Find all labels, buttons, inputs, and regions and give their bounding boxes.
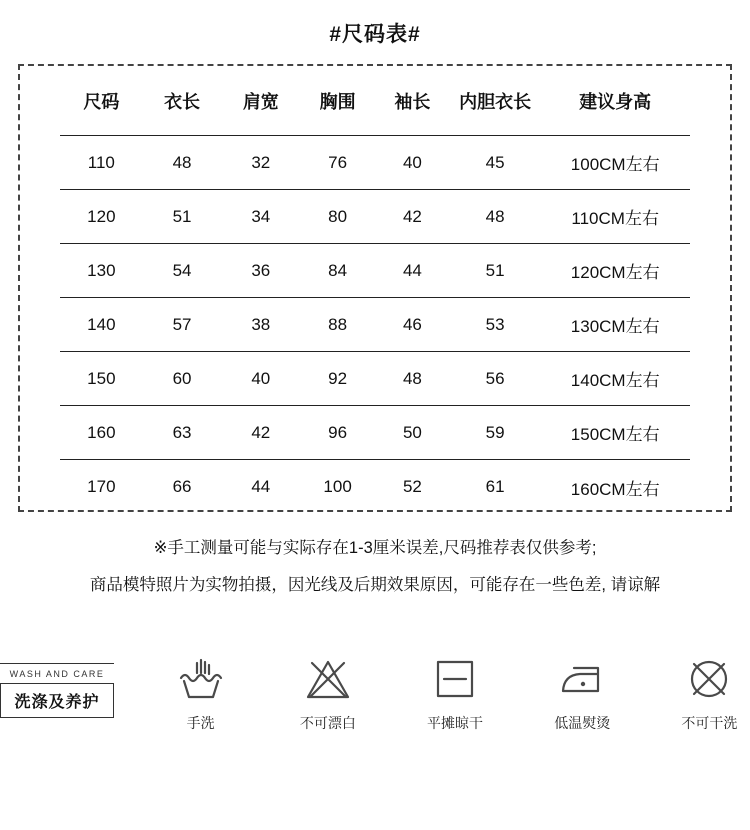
page-title: #尺码表# [329, 23, 421, 46]
hand-wash-icon [160, 655, 241, 703]
table-cell: 57 [172, 314, 192, 334]
table-row [60, 190, 690, 244]
care-instructions [0, 655, 750, 733]
table-cell: 100CM左右 [570, 155, 660, 174]
table-cell: 92 [328, 368, 348, 388]
table-row [60, 460, 690, 514]
wash-and-care-zh: 洗涤及养护 [0, 683, 114, 718]
table-cell: 110CM左右 [571, 209, 659, 228]
no-bleach-icon [287, 655, 368, 703]
flat-dry-icon [414, 655, 495, 703]
care-item-label: 低温熨烫 [554, 715, 611, 731]
column-header: 肩宽 [242, 91, 279, 112]
table-cell: 84 [328, 260, 348, 280]
table-cell: 52 [402, 477, 422, 496]
table-cell: 42 [402, 206, 422, 226]
table-cell: 36 [251, 260, 271, 280]
care-item-label: 不可干洗 [681, 715, 738, 731]
table-cell: 96 [328, 422, 348, 442]
table-cell: 56 [485, 368, 505, 388]
no-dry-clean-icon [669, 655, 750, 703]
table-cell: 54 [172, 260, 192, 280]
table-cell: 38 [251, 314, 271, 334]
care-item-label: 不可漂白 [299, 715, 356, 731]
table-cell: 32 [251, 152, 271, 172]
table-cell: 44 [251, 477, 271, 496]
table-row [60, 298, 690, 352]
table-cell: 80 [328, 206, 348, 226]
table-cell: 53 [485, 314, 505, 334]
table-cell: 140CM左右 [570, 371, 660, 390]
table-cell: 63 [172, 422, 192, 442]
table-cell: 130 [87, 260, 116, 280]
table-cell: 40 [402, 152, 422, 172]
note-color: 商品模特照片为实物拍摄，因光线及后期效果原因，可能存在一些色差, 请谅解 [89, 575, 661, 594]
table-cell: 44 [402, 260, 422, 280]
column-header: 衣长 [164, 91, 201, 112]
wash-and-care-en: WASH AND CARE [0, 663, 114, 683]
table-cell: 120 [87, 206, 116, 226]
table-cell: 51 [172, 206, 192, 226]
table-row [60, 352, 690, 406]
column-header: 内胆衣长 [459, 91, 532, 112]
table-cell: 48 [402, 368, 422, 388]
table-cell: 50 [402, 422, 422, 442]
table-cell: 66 [172, 477, 192, 496]
note-measurement: ※手工测量可能与实际存在1-3厘米误差,尺码推荐表仅供参考; [153, 539, 597, 557]
care-item-no-bleach [287, 655, 368, 733]
table-cell: 46 [402, 314, 422, 334]
table-header-row [60, 66, 690, 136]
care-item-low-iron [542, 655, 623, 733]
table-cell: 76 [328, 152, 348, 172]
size-table [18, 64, 732, 512]
table-cell: 150CM左右 [570, 425, 660, 444]
care-item-no-dry-clean [669, 655, 750, 733]
table-cell: 45 [485, 152, 505, 172]
care-item-hand-wash [160, 655, 241, 733]
table-cell: 150 [87, 368, 116, 388]
table-cell: 48 [172, 152, 192, 172]
table-cell: 110 [87, 152, 115, 172]
table-cell: 130CM左右 [570, 317, 660, 336]
low-temp-iron-icon [542, 655, 623, 703]
table-cell: 61 [485, 477, 505, 496]
table-cell: 60 [172, 368, 192, 388]
table-cell: 88 [328, 314, 348, 334]
column-header: 袖长 [394, 91, 431, 112]
column-header: 胸围 [319, 91, 356, 112]
column-header: 建议身高 [579, 91, 652, 112]
table-cell: 120CM左右 [570, 263, 660, 282]
care-item-flat-dry [414, 655, 495, 733]
column-header: 尺码 [83, 91, 120, 112]
table-cell: 40 [251, 368, 271, 388]
table-cell: 140 [87, 314, 116, 334]
table-row [60, 406, 690, 460]
table-cell: 51 [485, 260, 505, 280]
table-cell: 170 [87, 477, 116, 496]
table-cell: 160CM左右 [570, 479, 660, 499]
care-item-label: 手洗 [186, 715, 215, 731]
wash-and-care-label [0, 655, 114, 718]
notes [0, 540, 750, 613]
table-cell: 160 [87, 422, 116, 442]
table-cell: 42 [251, 422, 271, 442]
care-item-label: 平摊晾干 [427, 715, 484, 731]
table-row [60, 136, 690, 190]
table-cell: 100 [323, 477, 352, 496]
table-cell: 34 [251, 206, 271, 226]
table-cell: 59 [485, 422, 505, 442]
table-row [60, 244, 690, 298]
table-cell: 48 [485, 206, 505, 226]
